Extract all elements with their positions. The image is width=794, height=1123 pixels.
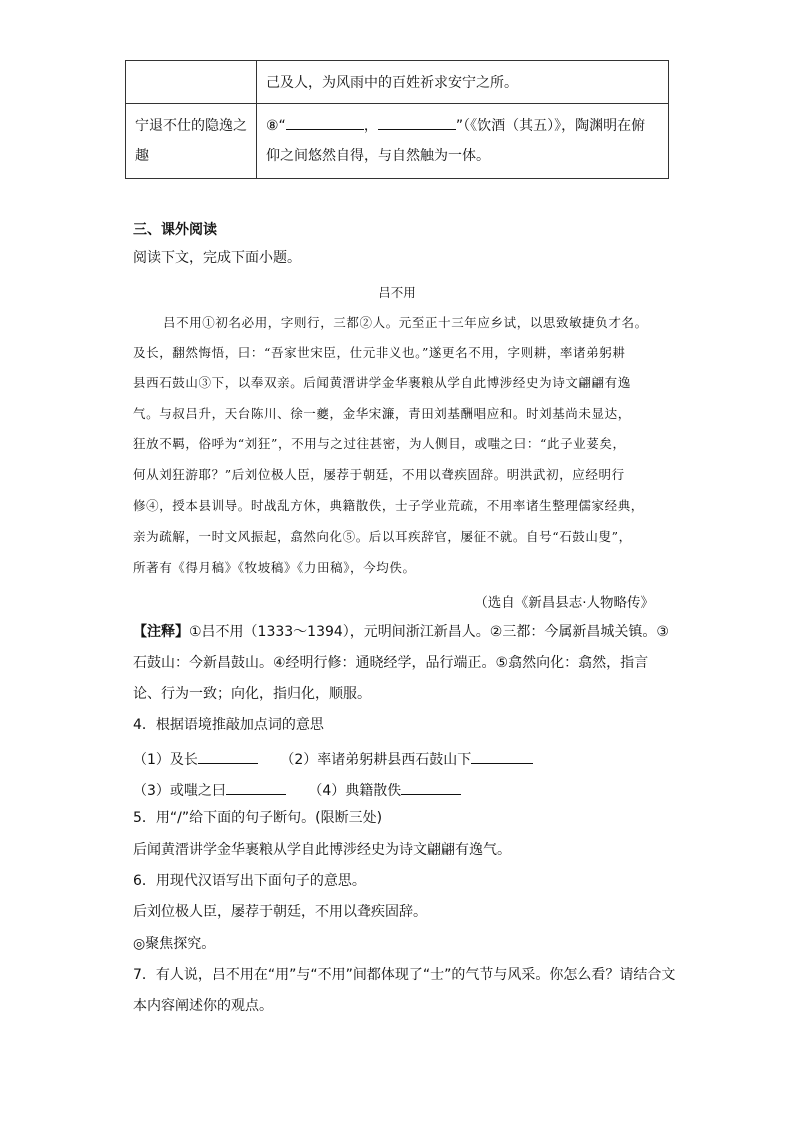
table-row	[126, 104, 669, 179]
section-heading: 三、课外阅读	[133, 222, 217, 238]
question-5: 5．用“/”给下面的句子断句。(限断三处)	[133, 810, 383, 826]
notes-line	[133, 621, 669, 641]
passage-title: 吕不用	[378, 285, 416, 300]
question-6: 6．用现代汉语写出下面句子的意思。	[133, 873, 366, 889]
question-5-text: 后闻黄溍讲学金华裹粮从学自此博涉经史为诗文翩翩有逸气。	[133, 842, 511, 858]
table-cell-text: 宁退不仕的隐逸之	[135, 118, 247, 134]
question-6-text: 后刘位极人臣，屡荐于朝廷，不用以聋疾固辞。	[133, 904, 427, 920]
table-cell-text: 仰之间悠然自得，与自然触为一体。	[266, 148, 490, 164]
fill-blank-line	[266, 111, 659, 141]
table-row	[126, 61, 669, 104]
notes-line: 论、行为一致；向化，指归化，顺服。	[133, 686, 371, 702]
question-4-row	[133, 776, 461, 800]
passage-line: 所著有《得月稿》《牧坡稿》《力田稿》，今均佚。	[133, 560, 416, 575]
answer-blank[interactable]	[198, 745, 258, 764]
blank-prefix: ⑧“	[266, 118, 286, 134]
answer-blank[interactable]	[401, 776, 461, 795]
table-cell-text: 趣	[135, 148, 149, 164]
passage-line: 修④，授本县训导。时战乱方休，典籍散佚，士子学业荒疏，不用率诸生整理儒家经典，	[133, 498, 644, 513]
notes-text: ①吕不用（1333～1394），元明间浙江新昌人。②三都：今属新昌城关镇。③	[189, 624, 669, 640]
passage-line: 县西石鼓山③下，以奉双亲。后闻黄溍讲学金华裹粮从学自此博涉经史为诗文翩翩有逸	[133, 375, 631, 390]
comparison-table	[125, 60, 669, 179]
notes-line: 石鼓山：今新昌鼓山。④经明行修：通晓经学，品行端正。⑤翕然向化：翕然，指言	[133, 655, 649, 671]
question-4: 4．根据语境推敲加点词的意思	[133, 717, 324, 733]
passage-source: （选自《新昌县志·人物略传》	[474, 595, 654, 611]
passage-line: 狂放不羁，俗呼为“刘狂”，不用与之过往甚密，为人侧目，或嗤之曰：“此子业荽矣，	[133, 436, 626, 451]
answer-blank[interactable]	[286, 111, 364, 130]
passage-line: 气。与叔吕升，天台陈川、徐一夔，金华宋濂，青田刘基酬唱应和。时刘基尚未显达，	[133, 406, 631, 421]
table-cell-text: 己及人，为风雨中的百姓祈求安宁之所。	[266, 75, 518, 91]
table-cell-right	[257, 104, 669, 179]
answer-blank[interactable]	[378, 111, 456, 130]
question-item: （3）或嗤之曰	[133, 783, 226, 799]
answer-blank[interactable]	[226, 776, 286, 795]
blank-separator: ，	[363, 118, 378, 134]
blank-suffix: ”（《饮酒（其五）》，陶渊明在俯	[455, 118, 646, 134]
passage-line: 亲为疏解，一时文风振起，翕然向化⑤。后以耳疾辞官，屡征不就。自号“石鼓山叟”，	[133, 529, 632, 544]
question-item: （1）及长	[133, 752, 198, 768]
question-item: （4）典籍散佚	[308, 783, 402, 799]
table-cell-left	[126, 61, 257, 104]
instruction-text: 阅读下文，完成下面小题。	[133, 250, 301, 266]
passage-line: 吕不用①初名必用，字则行，三都②人。元至正十三年应乡试，以思致敏捷负才名。	[163, 315, 648, 330]
table-cell-left	[126, 104, 257, 179]
question-4-row	[133, 745, 533, 769]
passage-line: 及长，翻然悔悟，曰：“吾家世宋臣，仕元非义也。”遂更名不用，字则耕，率诸弟躬耕	[133, 345, 626, 360]
question-item: （2）率诸弟躬耕县西石鼓山下	[280, 752, 472, 768]
question-7-text: 本内容阐述你的观点。	[133, 998, 273, 1014]
answer-blank[interactable]	[471, 745, 533, 764]
notes-label: 【注释】	[133, 624, 189, 640]
question-7: 7．有人说，吕不用在“用”与“不用”间都体现了“士”的气节与风采。你怎么看？请结合文	[133, 967, 676, 983]
focus-heading: ◎聚焦探究。	[133, 936, 216, 952]
table-cell-right	[257, 61, 669, 104]
passage-line: 何从刘狂游耶？”后刘位极人臣，屡荐于朝廷，不用以聋疾固辞。明洪武初，应经明行	[133, 467, 625, 482]
